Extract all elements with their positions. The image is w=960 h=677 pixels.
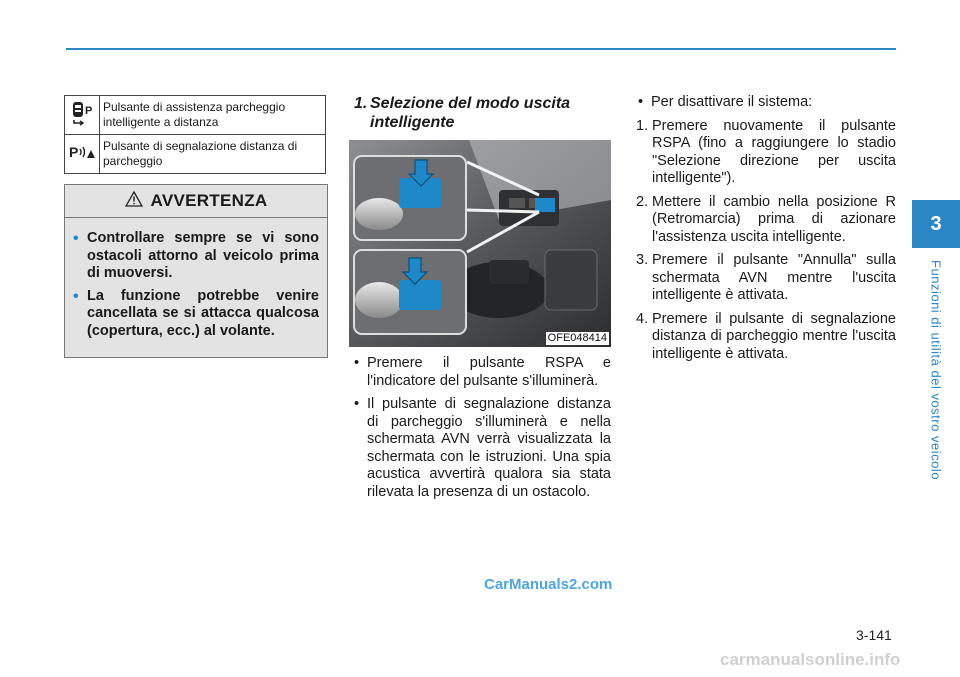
watermark-link[interactable]: CarManuals2.com	[484, 576, 613, 593]
step-text: Premere il pulsante "Annulla" sulla schermata AVN mentre l'uscita intelligente è attivata.	[652, 252, 896, 303]
deactivate-intro: • Per disattivare il sistema:	[636, 94, 896, 112]
instruction-list	[352, 355, 611, 507]
warning-item: • Controllare sempre se vi sono ostacoli attorno al veicolo prima di muoversi.	[73, 230, 319, 283]
step-number: 4.	[636, 310, 649, 327]
image-code-label: OFE048414	[547, 332, 607, 344]
step-item	[636, 194, 896, 247]
footer-watermark: carmanualsonline.info	[720, 650, 901, 669]
table-row	[65, 96, 326, 135]
step-item	[636, 311, 896, 364]
step-item	[636, 118, 896, 188]
deactivate-section	[636, 94, 896, 369]
console-photo	[349, 140, 611, 347]
svg-text:P: P	[85, 105, 93, 117]
step-number: 2.	[636, 193, 649, 210]
table-row	[65, 135, 326, 174]
step-number: 1.	[636, 117, 649, 134]
top-rule	[66, 48, 896, 50]
warning-list	[65, 218, 327, 340]
warning-item: • La funzione potrebbe venire cancellata se si attacca qualcosa (copertura, ecc.) al volante.	[73, 288, 319, 341]
parking-assist-icon	[68, 105, 96, 129]
step-item	[636, 252, 896, 305]
warning-triangle-icon	[125, 191, 143, 212]
console-illustration	[349, 140, 611, 347]
steps-list	[636, 118, 896, 364]
list-item: • Premere il pulsante RSPA e l'indicatore del pulsante s'illuminerà.	[352, 355, 611, 390]
table-cell: Pulsante di segnalazione distanza di parcheggio	[100, 135, 326, 174]
section-title: Selezione del modo uscita intelligente	[370, 95, 571, 131]
warning-title: AVVERTENZA	[150, 191, 268, 210]
list-item: • Il pulsante di segnalazione distanza di parcheggio s'illuminerà e nella schermata AVN verrà visualizzata la schermata con le istruzioni. Una spia acustica avvertirà qualora sia stata rilevata la presenza di un ostacolo.	[352, 396, 611, 501]
warning-box	[64, 184, 328, 358]
section-heading	[354, 94, 609, 132]
icon-cell	[65, 96, 100, 135]
table-cell: Pulsante di assistenza parcheggio intelligente a distanza	[100, 96, 326, 135]
section-number: 1.	[354, 95, 368, 112]
step-number: 3.	[636, 252, 649, 268]
step-text: Premere nuovamente il pulsante RSPA (fino a raggiungere lo stadio "Selezione direzione per uscita intelligente").	[652, 117, 896, 186]
page-number: 3-141	[856, 627, 892, 643]
parking-distance-warning-icon	[67, 144, 97, 166]
step-text: Mettere il cambio nella posizione R (Retromarcia) prima di azionare l'assistenza uscita intelligente.	[652, 193, 896, 245]
svg-text:P: P	[69, 144, 79, 160]
button-table	[64, 95, 326, 174]
chapter-number-tab: 3	[912, 200, 960, 248]
warning-header	[65, 185, 327, 218]
step-text: Premere il pulsante di segnalazione distanza di parcheggio mentre l'uscita intelligente è attivata.	[652, 310, 896, 362]
icon-cell	[65, 135, 100, 174]
chapter-title: Funzioni di utilità del vostro veicolo	[928, 260, 944, 480]
